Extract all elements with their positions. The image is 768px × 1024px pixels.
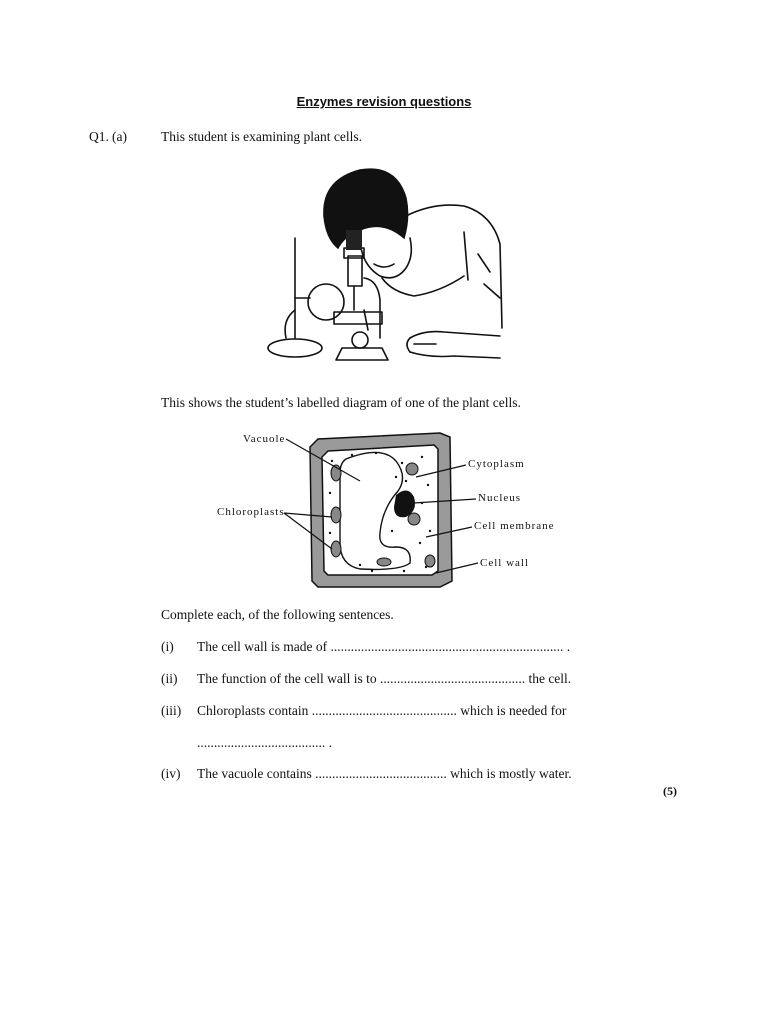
- diagram-intro: This shows the student’s labelled diagram of one of the plant cells.: [161, 395, 521, 410]
- sentence-text: Chloroplasts contain ........................................... which is needed for: [197, 703, 567, 718]
- label-cell-wall: Cell wall: [480, 557, 530, 569]
- sentence-number: (ii): [161, 671, 178, 686]
- label-nucleus: Nucleus: [478, 492, 522, 504]
- label-vacuole: Vacuole: [243, 433, 286, 445]
- marks-total: (5): [663, 784, 677, 798]
- label-cell-membrane: Cell membrane: [474, 520, 555, 532]
- question-number: Q1.: [89, 129, 109, 144]
- sentence-text: The vacuole contains ....................................... which is mostly water.: [197, 766, 572, 781]
- page-title: Enzymes revision questions: [296, 94, 472, 109]
- sentence-continuation: ...................................... .: [197, 735, 332, 750]
- label-cytoplasm: Cytoplasm: [468, 458, 525, 470]
- student-microscope-illustration: [264, 160, 504, 382]
- instruction: Complete each, of the following sentences.: [161, 607, 394, 622]
- question-intro: This student is examining plant cells.: [161, 129, 362, 144]
- label-chloroplasts: Chloroplasts: [217, 506, 285, 518]
- sentence-number: (iii): [161, 703, 182, 718]
- sentence-text: The cell wall is made of ..................................................................... .: [197, 639, 571, 654]
- question-part: (a): [112, 129, 127, 144]
- sentence-text: The function of the cell wall is to ........................................... the cell.: [197, 671, 572, 686]
- sentence-number: (i): [161, 639, 174, 654]
- sentence-number: (iv): [161, 766, 181, 781]
